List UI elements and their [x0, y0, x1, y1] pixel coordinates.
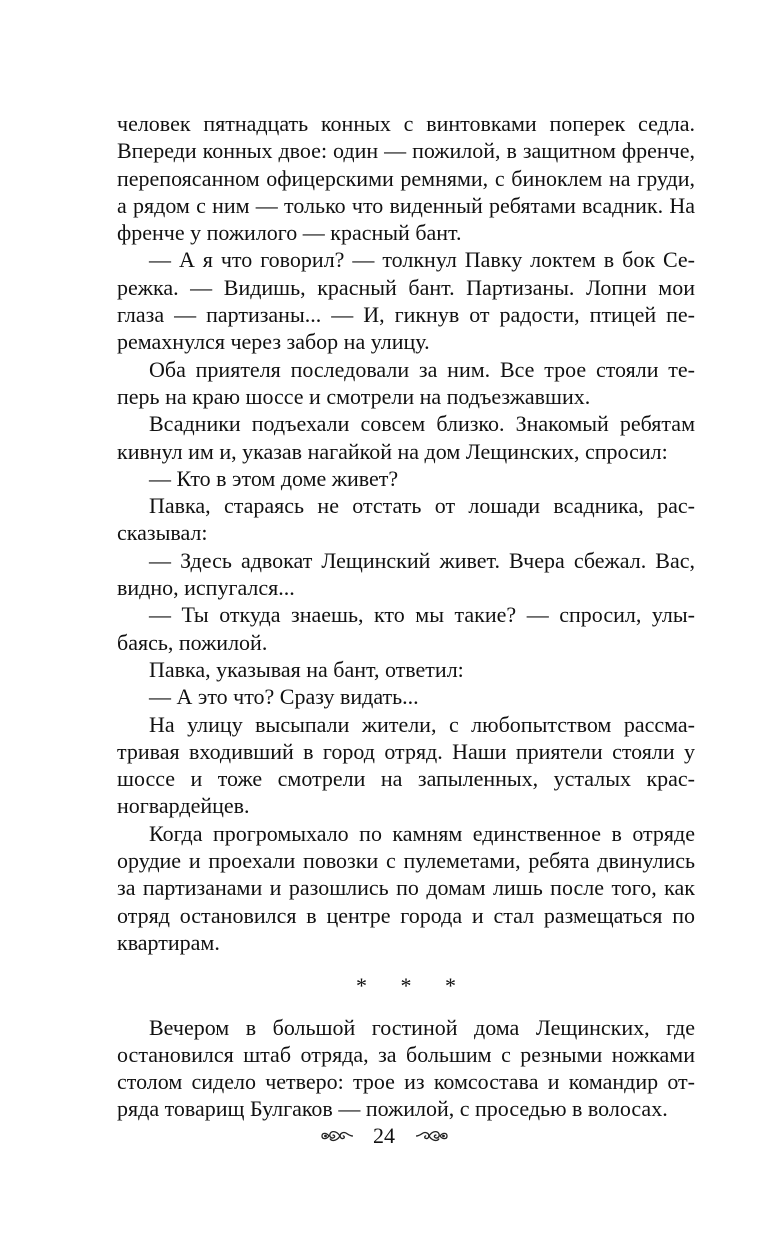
- paragraph: человек пятнадцать конных с винтовками поперек седла. Впереди конных двое: один — пожилой, в защитном френче, перепоясанном офицерскими ремнями, с биноклем на груди, а рядом с ним — только что виденный ребятами всадник. На френче у пожилого — красный бант.: [117, 111, 695, 246]
- paragraph: На улицу высыпали жители, с любопытством рассматривая входивший в город отряд. Наши приятели стояли у шоссе и тоже смотрели на запыленных, усталых красногвардейцев.: [117, 711, 695, 819]
- paragraph: — А я что говорил? — толкнул Павку локтем в бок Сережка. — Видишь, красный бант. Партизаны. Лопни мои глаза — партизаны... — И, гикнув от радости, птицей перемахнулся через забор на улицу.: [117, 247, 695, 355]
- paragraph: Павка, указывая на бант, ответил:: [149, 656, 464, 682]
- page-body: [117, 110, 695, 1123]
- section-separator: * * *: [356, 973, 470, 999]
- fleuron-right-icon: [415, 1128, 449, 1144]
- paragraph: — Кто в этом доме живет?: [149, 465, 399, 491]
- paragraph: Вечером в большой гостиной дома Лещинских, где остановился штаб отряда, за большим с резными ножками столом сидело четверо: трое из комсостава и командир отряда товарищ Булгаков — пожилой, с проседью в волосах.: [117, 1014, 695, 1122]
- paragraph: — Ты откуда знаешь, кто мы такие? — спросил, улыбаясь, пожилой.: [117, 602, 695, 655]
- paragraph: Когда прогромыхало по камням единственное в отряде орудие и проехали повозки с пулеметами, ребята двинулись за партизанами и разошлись по домам лишь после того, как отряд остановился в центре города и стал размещаться по квартирам.: [117, 820, 695, 955]
- page-footer: [0, 1120, 768, 1150]
- paragraph: Всадники подъехали совсем близко. Знакомый ребятам кивнул им и, указав нагайкой на дом Лещинских, спросил:: [117, 411, 695, 464]
- paragraph: Оба приятеля последовали за ним. Все трое стояли теперь на краю шоссе и смотрели на подъезжавших.: [117, 356, 695, 409]
- fleuron-left-icon: [320, 1128, 354, 1144]
- page-number: 24: [373, 1122, 395, 1148]
- paragraph: — А это что? Сразу видать...: [149, 684, 419, 710]
- paragraph: Павка, стараясь не отстать от лошади всадника, рассказывал:: [117, 493, 695, 546]
- paragraph: — Здесь адвокат Лещинский живет. Вчера сбежал. Вас, видно, испугался...: [117, 547, 695, 601]
